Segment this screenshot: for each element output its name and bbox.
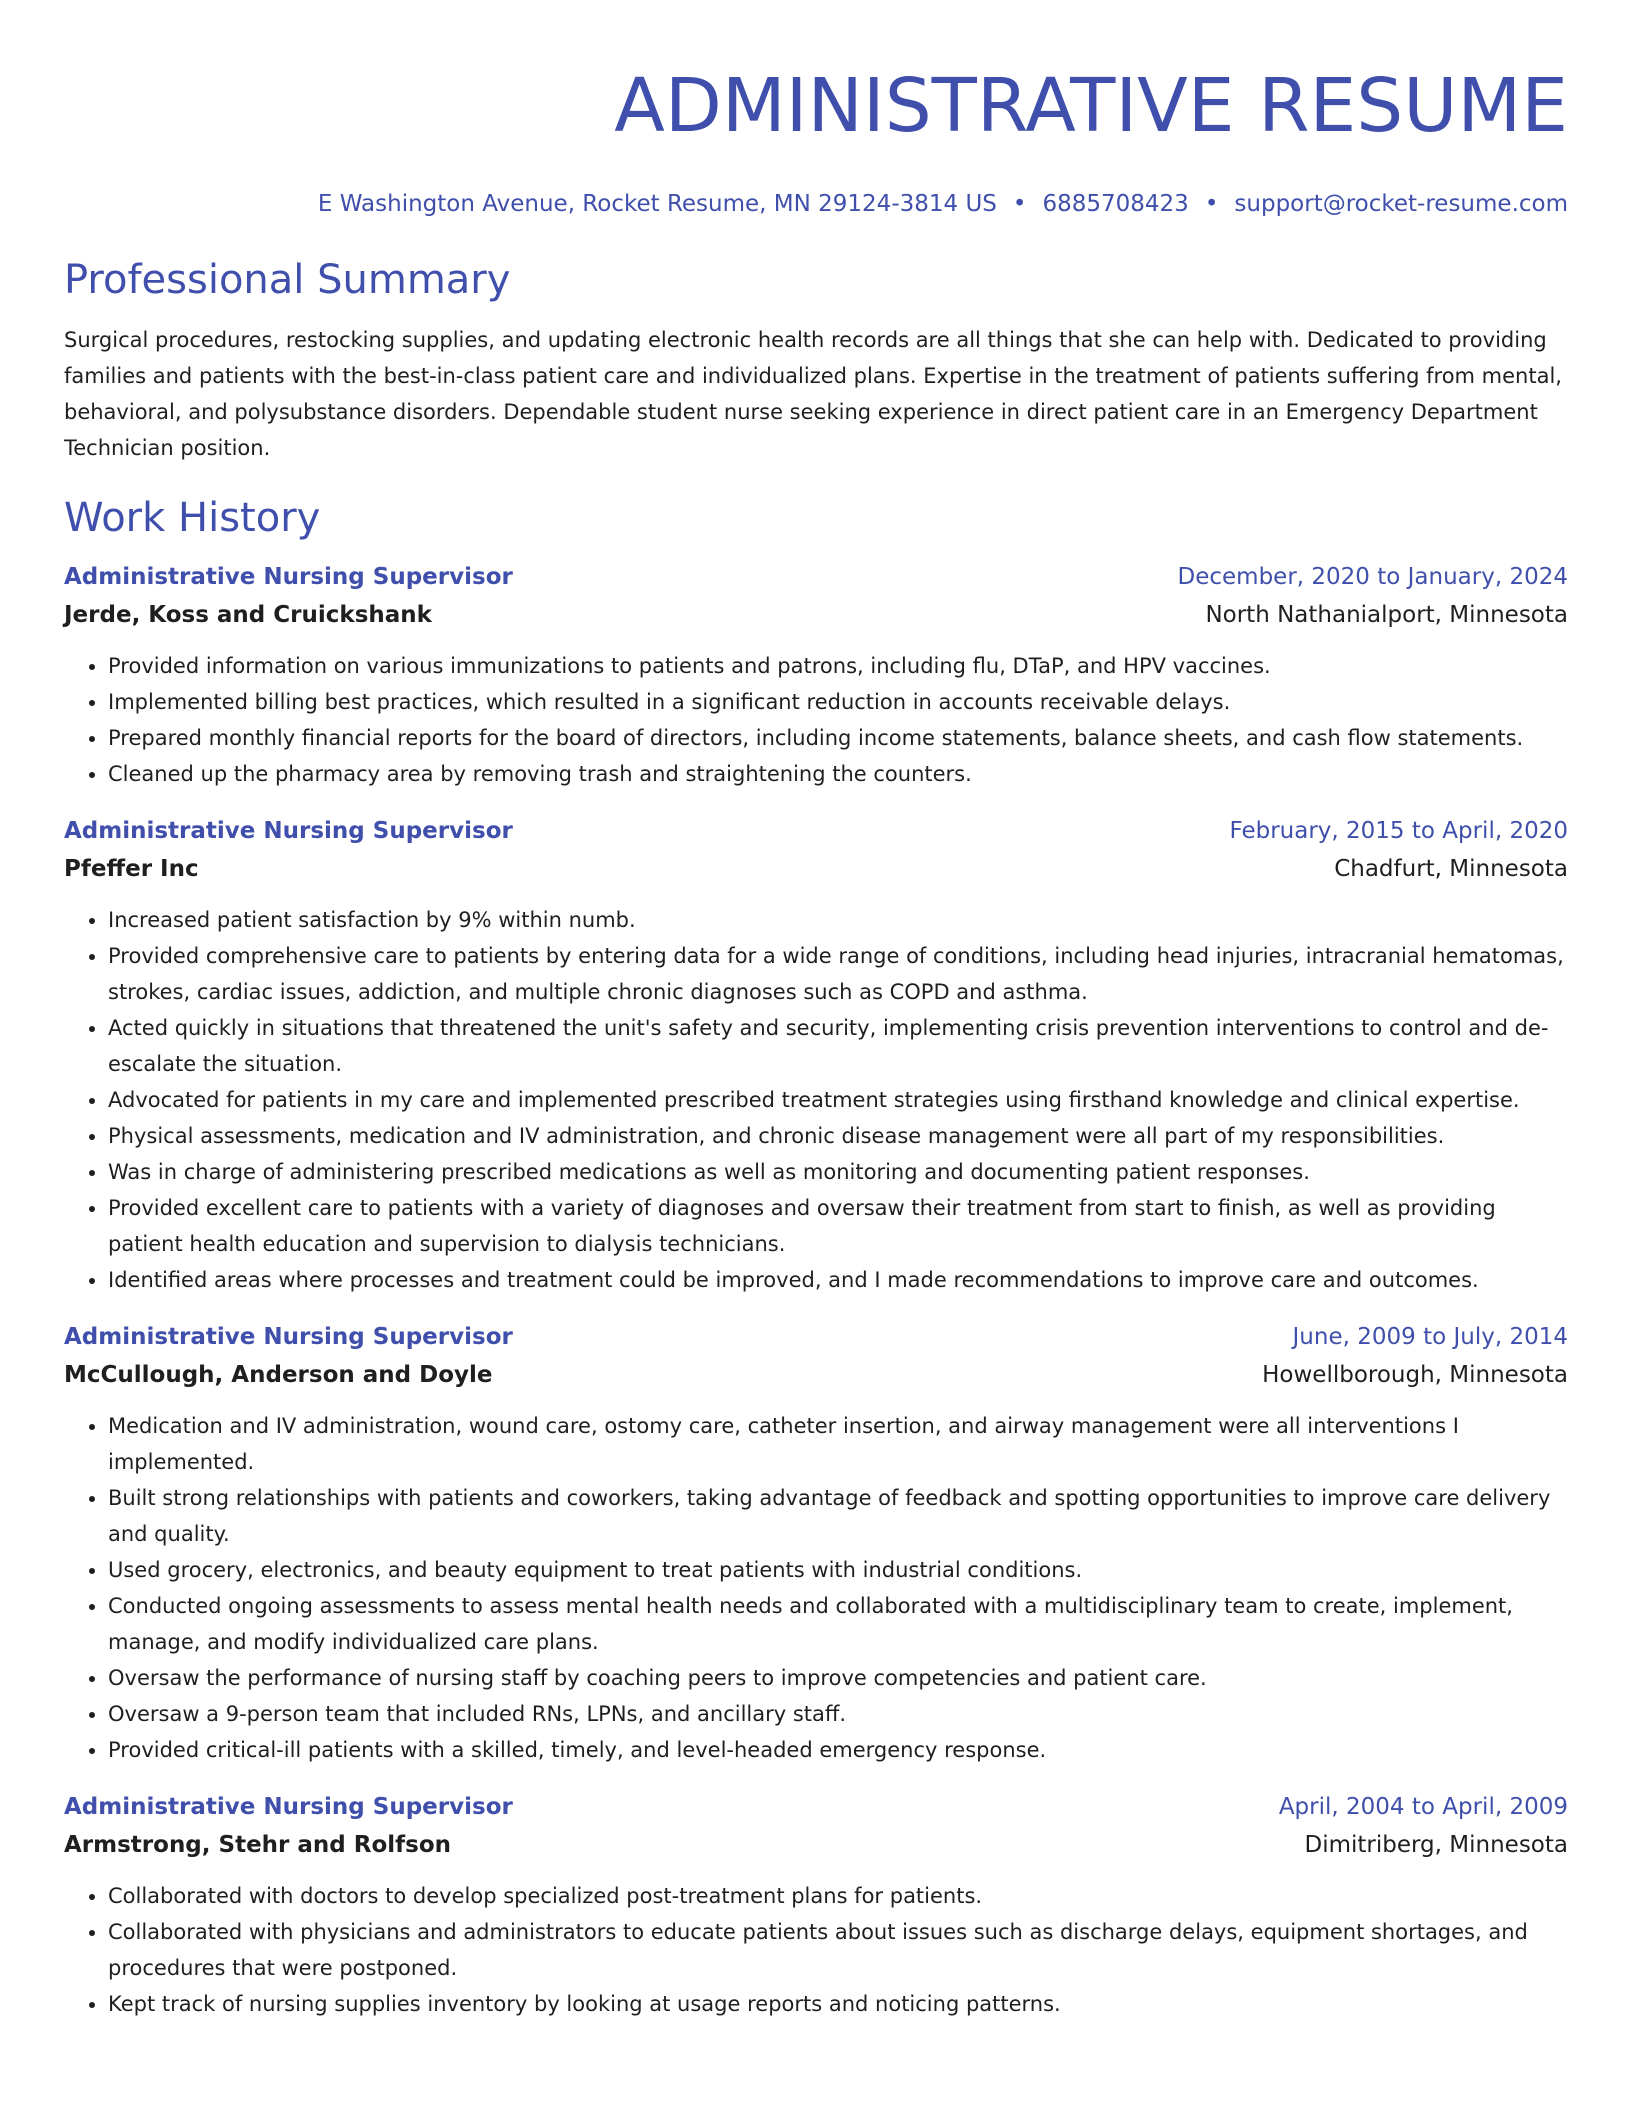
job-bullet: • Built strong relationships with patients and coworkers, taking advantage of feedback and spotting opportunities to improve care delivery and quality. bbox=[108, 1480, 1568, 1552]
professional-summary-section bbox=[64, 254, 1568, 466]
job-bullet: • Collaborated with doctors to develop specialized post-treatment plans for patients. bbox=[108, 1878, 1568, 1914]
job-entry bbox=[64, 1788, 1568, 2022]
job-dates: December, 2020 to January, 2024 bbox=[1177, 564, 1568, 590]
job-bullet: • Provided comprehensive care to patients by entering data for a wide range of conditions, including head injuries, intracranial hematomas, strokes, cardiac issues, addiction, and multiple chronic diagnoses such as COPD and asthma. bbox=[108, 938, 1568, 1010]
job-bullet: • Provided information on various immunizations to patients and patrons, including flu, DTaP, and HPV vaccines. bbox=[108, 648, 1568, 684]
job-bullet: • Acted quickly in situations that threatened the unit's safety and security, implementing crisis prevention interventions to control and de-escalate the situation. bbox=[108, 1010, 1568, 1082]
job-entry bbox=[64, 558, 1568, 792]
job-bullet: • Collaborated with physicians and administrators to educate patients about issues such as discharge delays, equipment shortages, and procedures that were postponed. bbox=[108, 1914, 1568, 1986]
job-dates: June, 2009 to July, 2014 bbox=[1292, 1324, 1568, 1350]
job-dates: February, 2015 to April, 2020 bbox=[1229, 818, 1568, 844]
job-bullet: • Implemented billing best practices, which resulted in a significant reduction in accounts receivable delays. bbox=[108, 684, 1568, 720]
contact-phone: 6885708423 bbox=[1042, 191, 1189, 217]
job-company: Armstrong, Stehr and Rolfson bbox=[64, 1832, 452, 1858]
contact-line bbox=[64, 188, 1568, 220]
job-bullet: • Provided excellent care to patients with a variety of diagnoses and oversaw their treatment from start to finish, as well as providing patient health education and supervision to dialysis technicians. bbox=[108, 1190, 1568, 1262]
job-company-row bbox=[64, 1356, 1568, 1394]
job-title-row bbox=[64, 1788, 1568, 1826]
section-heading-work-history: Work History bbox=[64, 495, 321, 541]
job-entry bbox=[64, 812, 1568, 1298]
job-bullet: • Oversaw the performance of nursing staff by coaching peers to improve competencies and patient care. bbox=[108, 1660, 1568, 1696]
job-company-row bbox=[64, 1826, 1568, 1864]
contact-address: E Washington Avenue, Rocket Resume, MN 29124-3814 US bbox=[317, 191, 997, 217]
job-bullet: • Physical assessments, medication and IV administration, and chronic disease management were all part of my responsibilities. bbox=[108, 1118, 1568, 1154]
job-location: Chadfurt, Minnesota bbox=[1334, 856, 1568, 882]
section-heading-summary: Professional Summary bbox=[64, 257, 511, 303]
job-bullet: • Kept track of nursing supplies inventory by looking at usage reports and noticing patterns. bbox=[108, 1986, 1568, 2022]
job-title: Administrative Nursing Supervisor bbox=[64, 564, 513, 590]
job-bullet: • Conducted ongoing assessments to assess mental health needs and collaborated with a multidisciplinary team to create, implement, manage, and modify individualized care plans. bbox=[108, 1588, 1568, 1660]
job-bullet: • Prepared monthly financial reports for the board of directors, including income statements, balance sheets, and cash flow statements. bbox=[108, 720, 1568, 756]
summary-text: Surgical procedures, restocking supplies, and updating electronic health records are all things that she can help with. Dedicated to providing families and patients with the best-in-class patient care and individualized plans. Expertise in the treatment of patients suffering from mental, behavioral, and polysubstance disorders. Dependable student nurse seeking experience in direct patient care in an Emergency Department Technician position. bbox=[64, 328, 1562, 460]
job-bullet: • Provided critical-ill patients with a skilled, timely, and level-headed emergency response. bbox=[108, 1732, 1568, 1768]
resume-title: ADMINISTRATIVE RESUME bbox=[614, 63, 1568, 149]
job-bullet: • Medication and IV administration, wound care, ostomy care, catheter insertion, and airway management were all interventions I implemented. bbox=[108, 1408, 1568, 1480]
job-bullets bbox=[64, 902, 1568, 1298]
job-bullet: • Was in charge of administering prescribed medications as well as monitoring and documenting patient responses. bbox=[108, 1154, 1568, 1190]
contact-email: support@rocket-resume.com bbox=[1234, 191, 1568, 217]
job-location: Dimitriberg, Minnesota bbox=[1304, 1832, 1568, 1858]
job-bullets bbox=[64, 1878, 1568, 2022]
job-bullet: • Cleaned up the pharmacy area by removing trash and straightening the counters. bbox=[108, 756, 1568, 792]
job-dates: April, 2004 to April, 2009 bbox=[1278, 1794, 1568, 1820]
job-title-row bbox=[64, 812, 1568, 850]
job-location: North Nathanialport, Minnesota bbox=[1205, 602, 1568, 628]
job-entry bbox=[64, 1318, 1568, 1768]
contact-separator: • bbox=[1012, 191, 1027, 217]
job-bullet: • Increased patient satisfaction by 9% within numb. bbox=[108, 902, 1568, 938]
job-bullet: • Identified areas where processes and treatment could be improved, and I made recommendations to improve care and outcomes. bbox=[108, 1262, 1568, 1298]
job-bullet: • Advocated for patients in my care and implemented prescribed treatment strategies using firsthand knowledge and clinical expertise. bbox=[108, 1082, 1568, 1118]
job-bullets bbox=[64, 1408, 1568, 1768]
job-company-row bbox=[64, 596, 1568, 634]
contact-separator: • bbox=[1204, 191, 1219, 217]
job-company: McCullough, Anderson and Doyle bbox=[64, 1362, 493, 1388]
job-bullet: • Used grocery, electronics, and beauty equipment to treat patients with industrial conditions. bbox=[108, 1552, 1568, 1588]
job-title: Administrative Nursing Supervisor bbox=[64, 1324, 513, 1350]
job-bullets bbox=[64, 648, 1568, 792]
work-history-section bbox=[64, 492, 1568, 2022]
job-company: Pfeffer Inc bbox=[64, 856, 199, 882]
job-title: Administrative Nursing Supervisor bbox=[64, 1794, 513, 1820]
job-title: Administrative Nursing Supervisor bbox=[64, 818, 513, 844]
job-title-row bbox=[64, 558, 1568, 596]
job-company: Jerde, Koss and Cruickshank bbox=[64, 602, 432, 628]
job-location: Howellborough, Minnesota bbox=[1262, 1362, 1568, 1388]
resume-header bbox=[64, 0, 1568, 220]
job-company-row bbox=[64, 850, 1568, 888]
job-title-row bbox=[64, 1318, 1568, 1356]
job-bullet: • Oversaw a 9-person team that included RNs, LPNs, and ancillary staff. bbox=[108, 1696, 1568, 1732]
